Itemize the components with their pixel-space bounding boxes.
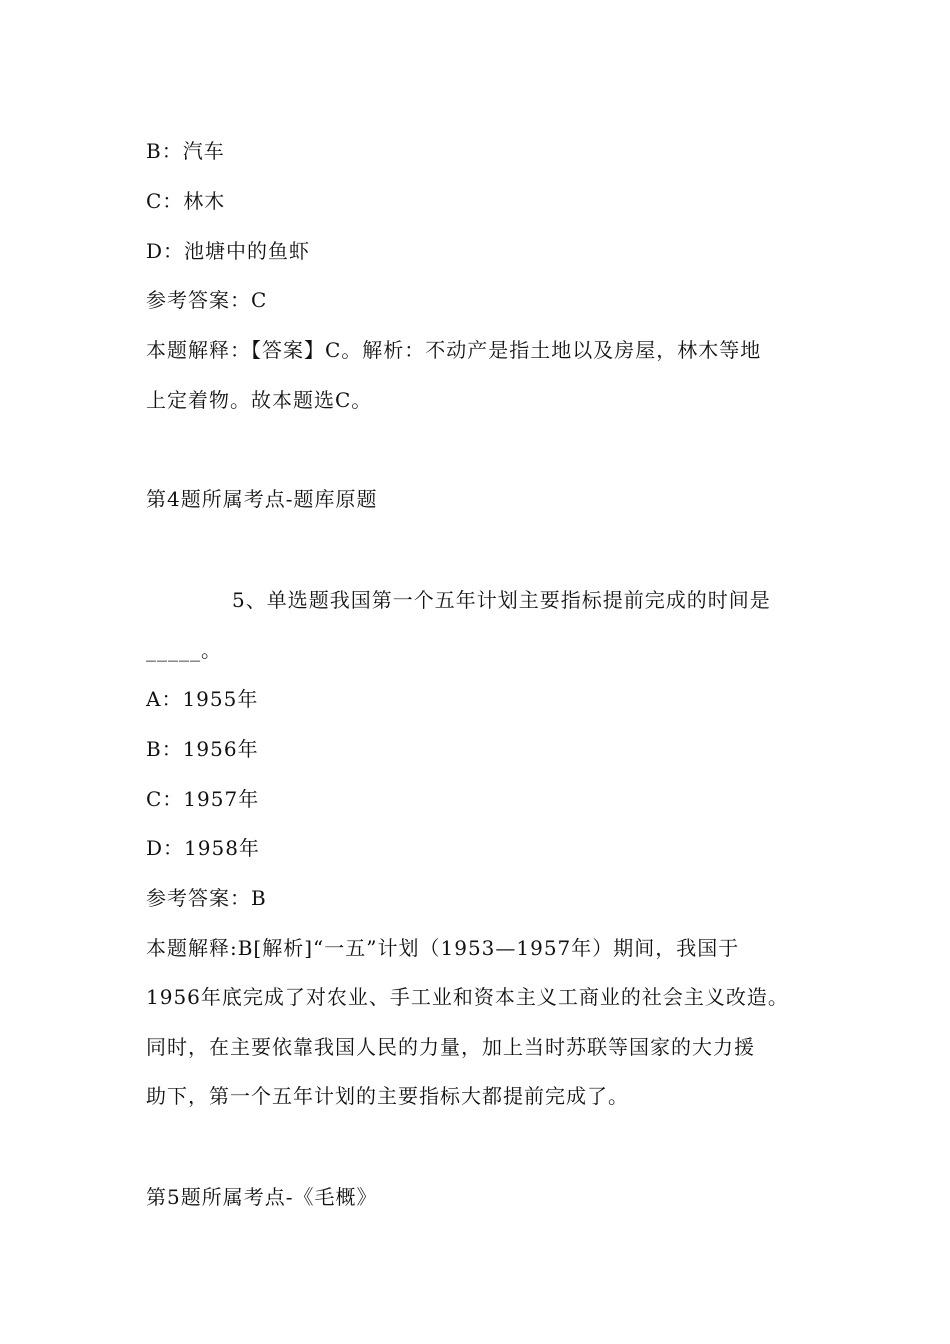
q5-option-a: A：1955年 <box>146 687 259 711</box>
q5-question-line-1: 5、单选题我国第一个五年计划主要指标提前完成的时间是 <box>232 588 771 612</box>
q4-topic: 第4题所属考点-题库原题 <box>146 487 378 511</box>
q5-option-c: C：1957年 <box>146 787 260 811</box>
q4-option-d: D：池塘中的鱼虾 <box>146 239 311 263</box>
q5-explanation-line-2: 1956年底完成了对农业、手工业和资本主义工商业的社会主义改造。 <box>146 985 789 1009</box>
q4-option-c: C：林木 <box>146 189 226 213</box>
q5-answer: 参考答案：B <box>146 886 267 910</box>
q5-option-b: B：1956年 <box>146 737 259 761</box>
q4-explanation-line-2: 上定着物。故本题选C。 <box>146 388 373 412</box>
q4-option-b: B：汽车 <box>146 139 225 163</box>
q5-question-line-2: _____。 <box>146 638 222 662</box>
q5-explanation-line-3: 同时，在主要依靠我国人民的力量，加上当时苏联等国家的大力援 <box>146 1035 755 1059</box>
q5-explanation-line-1: 本题解释:B[解析]“一五”计划（1953—1957年）期间，我国于 <box>146 936 740 960</box>
q5-topic: 第5题所属考点-《毛概》 <box>146 1185 378 1209</box>
q5-explanation-line-4: 助下，第一个五年计划的主要指标大都提前完成了。 <box>146 1084 629 1108</box>
q4-answer: 参考答案：C <box>146 288 268 312</box>
q4-explanation-line-1: 本题解释：【答案】C。解析：不动产是指土地以及房屋，林木等地 <box>146 338 762 362</box>
q5-option-d: D：1958年 <box>146 836 260 860</box>
